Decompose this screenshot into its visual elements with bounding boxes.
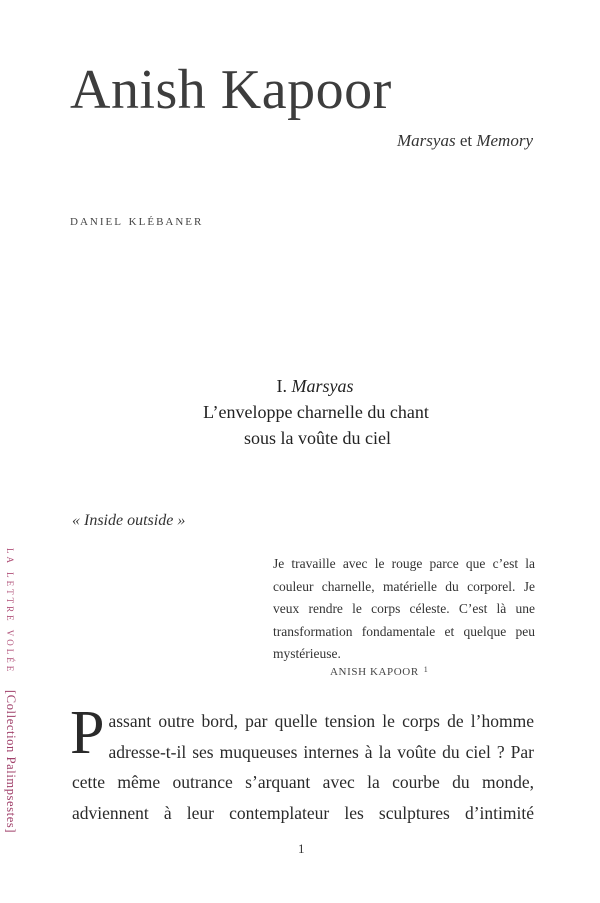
book-title: Anish Kapoor (70, 59, 392, 121)
body-text: assant outre bord, par quelle tension le corps de l’homme adresse-t-il ses muqueuses internes à la voûte du ciel ? Par cette même outrance s’arquant avec la courbe du monde, adviennent à leur contemplateur les sculptures d’intimité (72, 711, 534, 823)
subtitle-memory: Memory (476, 131, 533, 150)
quote-author: ANISH KAPOOR (330, 666, 419, 678)
section-name: Marsyas (291, 376, 354, 396)
section-subtitle-line-1: L’enveloppe charnelle du chant (203, 402, 429, 422)
spine-label (2, 548, 18, 898)
drop-cap: P (70, 699, 105, 767)
spine-series: la lettre volée (4, 548, 18, 675)
page-number: 1 (298, 841, 305, 856)
section-heading (0, 373, 600, 451)
body-paragraph (70, 699, 534, 828)
epigraph-heading: « Inside outside » (72, 512, 186, 529)
spine-collection: [Collection Palimpsestes] (4, 690, 18, 834)
section-subtitle-line-2: sous la voûte du ciel (244, 428, 391, 448)
footnote-marker: 1 (423, 665, 429, 674)
epigraph-quote: Je travaille avec le rouge parce que c’est la couleur charnelle, matérielle du corporel. Je veux rendre le corps céleste. C’est là une transformation fondamentale et quelque peu mystérieuse. (273, 556, 535, 661)
section-title-line (0, 373, 600, 399)
subtitle-marsyas: Marsyas (397, 131, 456, 150)
subtitle-conjunction: et (459, 131, 473, 150)
section-number: I. (276, 376, 287, 396)
author-name: daniel klébaner (70, 213, 204, 229)
book-subtitle (397, 131, 533, 151)
quote-attribution (330, 665, 428, 678)
